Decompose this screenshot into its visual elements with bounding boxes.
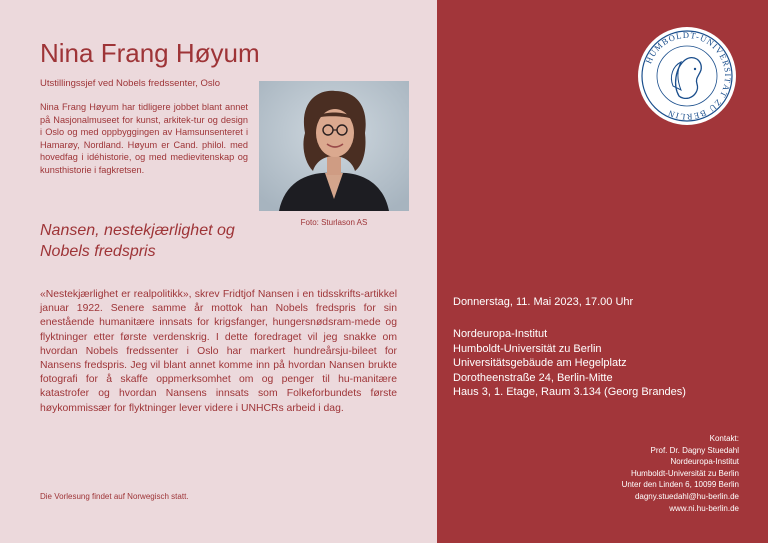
contact-line: Prof. Dr. Dagny Stuedahl [650, 445, 739, 455]
venue-line: Universitätsgebäude am Hegelplatz [453, 357, 627, 369]
event-datetime: Donnerstag, 11. Mai 2023, 17.00 Uhr [453, 296, 634, 308]
photo-credit: Foto: Sturlason AS [300, 218, 368, 227]
contact-email[interactable]: dagny.stuedahl@hu-berlin.de [634, 491, 739, 501]
venue-line: Humboldt-Universität zu Berlin [453, 342, 602, 355]
venue-line: Nordeuropa-Institut [453, 328, 548, 340]
speaker-bio: Nina Frang Høyum har tidligere jobbet blant annet på Nasjonalmuseet for kunst, arkitek-tur og design i Oslo og med oppbyggingen av Hamsunsenteret i Hamarøy, Nordland. Høyum er Cand. philol. med hovedfag i idéhistorie, og med medievitenskap og kunsthistorie i fagkretsen. [40, 102, 248, 175]
contact-website[interactable]: www.ni.hu-berlin.de [669, 503, 739, 513]
language-note: Die Vorlesung findet auf Norwegisch statt. [40, 492, 189, 501]
venue-line: Haus 3, 1. Etage, Raum 3.134 (Georg Brandes) [453, 386, 686, 398]
seal-text: HUMBOLDT-UNIVERSITÄT ZU BERLIN [643, 29, 734, 123]
talk-abstract: «Nestekjærlighet er realpolitikk», skrev Fridtjof Nansen i en tidsskrifts-artikkel januar 1922. Senere samme år mottok han Nobels fredspris for sin enestående humanitære innsats for krigsfanger, hungersnødsram-mede og flyktninger etter første verdenskrig. I dette foredraget vil jeg snakke om hvordan Nobels fredssenter i Oslo har markert hundreårsju-bileet for Nansens fredspris. Jeg vil blant annet komme inn på hvordan Nansen brukte fotografi for å skaffe oppmerksomhet om og penger til hu-manitære katastrofer og hvordan Nansens innsats som Folkeforbundets første høykommissær for flyktninger lever videre i UNHCRs arbeid i dag. [40, 289, 397, 414]
humboldt-seal-icon [637, 26, 737, 126]
contact-block [622, 433, 739, 514]
contact-line: Unter den Linden 6, 10099 Berlin [621, 480, 739, 490]
venue-line: Dorotheenstraße 24, Berlin-Mitte [453, 371, 613, 384]
contact-line: Nordeuropa-Institut [670, 457, 739, 467]
contact-line: Humboldt-Universität zu Berlin [630, 468, 739, 478]
speaker-role: Utstillingssjef ved Nobels fredssenter, Oslo [40, 78, 221, 89]
speaker-name: Nina Frang Høyum [40, 38, 260, 68]
talk-title: Nansen, nestekjærlighet og Nobels fredspris [40, 222, 235, 260]
contact-heading: Kontakt: [709, 434, 739, 443]
portrait-illustration [259, 81, 409, 211]
event-venue [453, 327, 686, 400]
speaker-photo [259, 81, 409, 211]
